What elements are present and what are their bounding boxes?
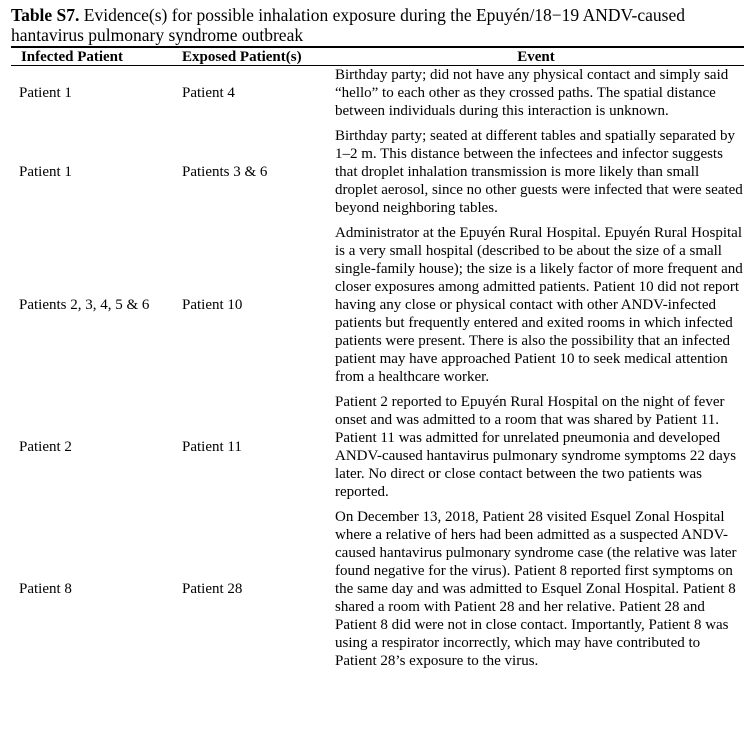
exposed-patient-cell: Patient 11	[182, 439, 242, 455]
table-row	[11, 66, 744, 128]
exposed-patient-cell: Patient 4	[182, 85, 235, 101]
table-row	[11, 127, 744, 224]
table-header	[11, 47, 744, 66]
event-cell: Administrator at the Epuyén Rural Hospital. Epuyén Rural Hospital is a very small hospital (described to be about the size of a small single-family house); the size is a likely factor of more frequent and closer exposures among admitted patients. Patient 10 did not report having any close or physical contact with other ANDV-infected patients but frequently entered and exited rooms in which infected patients were present. There is also the possibility that an infected patient may have approached Patient 10 to seek medical attention from a healthcare worker.	[335, 225, 743, 385]
event-cell: On December 13, 2018, Patient 28 visited Esquel Zonal Hospital where a relative of hers had been admitted as a suspected ANDV-caused hantavirus pulmonary syndrome case (the relative was later found negative for the virus). Patient 8 reported first symptoms on the same day and was admitted to Esquel Zonal Hospital. Patient 8 shared a room with Patient 28 and her relative. Patient 28 and Patient 8 did were not in close contact. Importantly, Patient 8 was using a respirator incorrectly, which may have contributed to Patient 28’s exposure to the virus.	[335, 509, 737, 669]
infected-patient-cell: Patient 1	[19, 85, 72, 101]
header-infected-patient: Infected Patient	[11, 47, 173, 66]
event-cell: Birthday party; seated at different tables and spatially separated by 1–2 m. This distance between the infectees and infector suggests that droplet inhalation transmission is more likely than small droplet aerosol, since no other guests were infected that were seated beyond neighboring tables.	[335, 128, 743, 216]
infected-patient-cell: Patients 2, 3, 4, 5 & 6	[19, 297, 150, 313]
table-caption	[11, 5, 741, 45]
evidence-table	[11, 46, 744, 677]
header-exposed-patients: Exposed Patient(s)	[173, 47, 328, 66]
event-cell: Birthday party; did not have any physical contact and simply said “hello” to each other as they crossed paths. The spatial distance between individuals during this interaction is unknown.	[335, 67, 729, 119]
table-row	[11, 508, 744, 677]
exposed-patient-cell: Patient 28	[182, 581, 243, 597]
header-row	[11, 47, 744, 66]
caption-text: Evidence(s) for possible inhalation exposure during the Epuyén/18−19 ANDV-caused hantavirus pulmonary syndrome outbreak	[11, 5, 685, 45]
table-row	[11, 393, 744, 508]
header-event: Event	[328, 47, 744, 66]
exposed-patient-cell: Patient 10	[182, 297, 243, 313]
infected-patient-cell: Patient 1	[19, 164, 72, 180]
table-body	[11, 66, 744, 678]
caption-label: Table S7.	[11, 5, 80, 25]
event-cell: Patient 2 reported to Epuyén Rural Hospital on the night of fever onset and was admitted to a room that was shared by Patient 11. Patient 11 was admitted for unrelated pneumonia and developed ANDV-caused hantavirus pulmonary syndrome symptoms 22 days later. No direct or close contact between the two patients was reported.	[335, 394, 737, 500]
table-row	[11, 224, 744, 393]
exposed-patient-cell: Patients 3 & 6	[182, 164, 268, 180]
infected-patient-cell: Patient 8	[19, 581, 72, 597]
infected-patient-cell: Patient 2	[19, 439, 72, 455]
evidence-table-container	[11, 46, 744, 677]
